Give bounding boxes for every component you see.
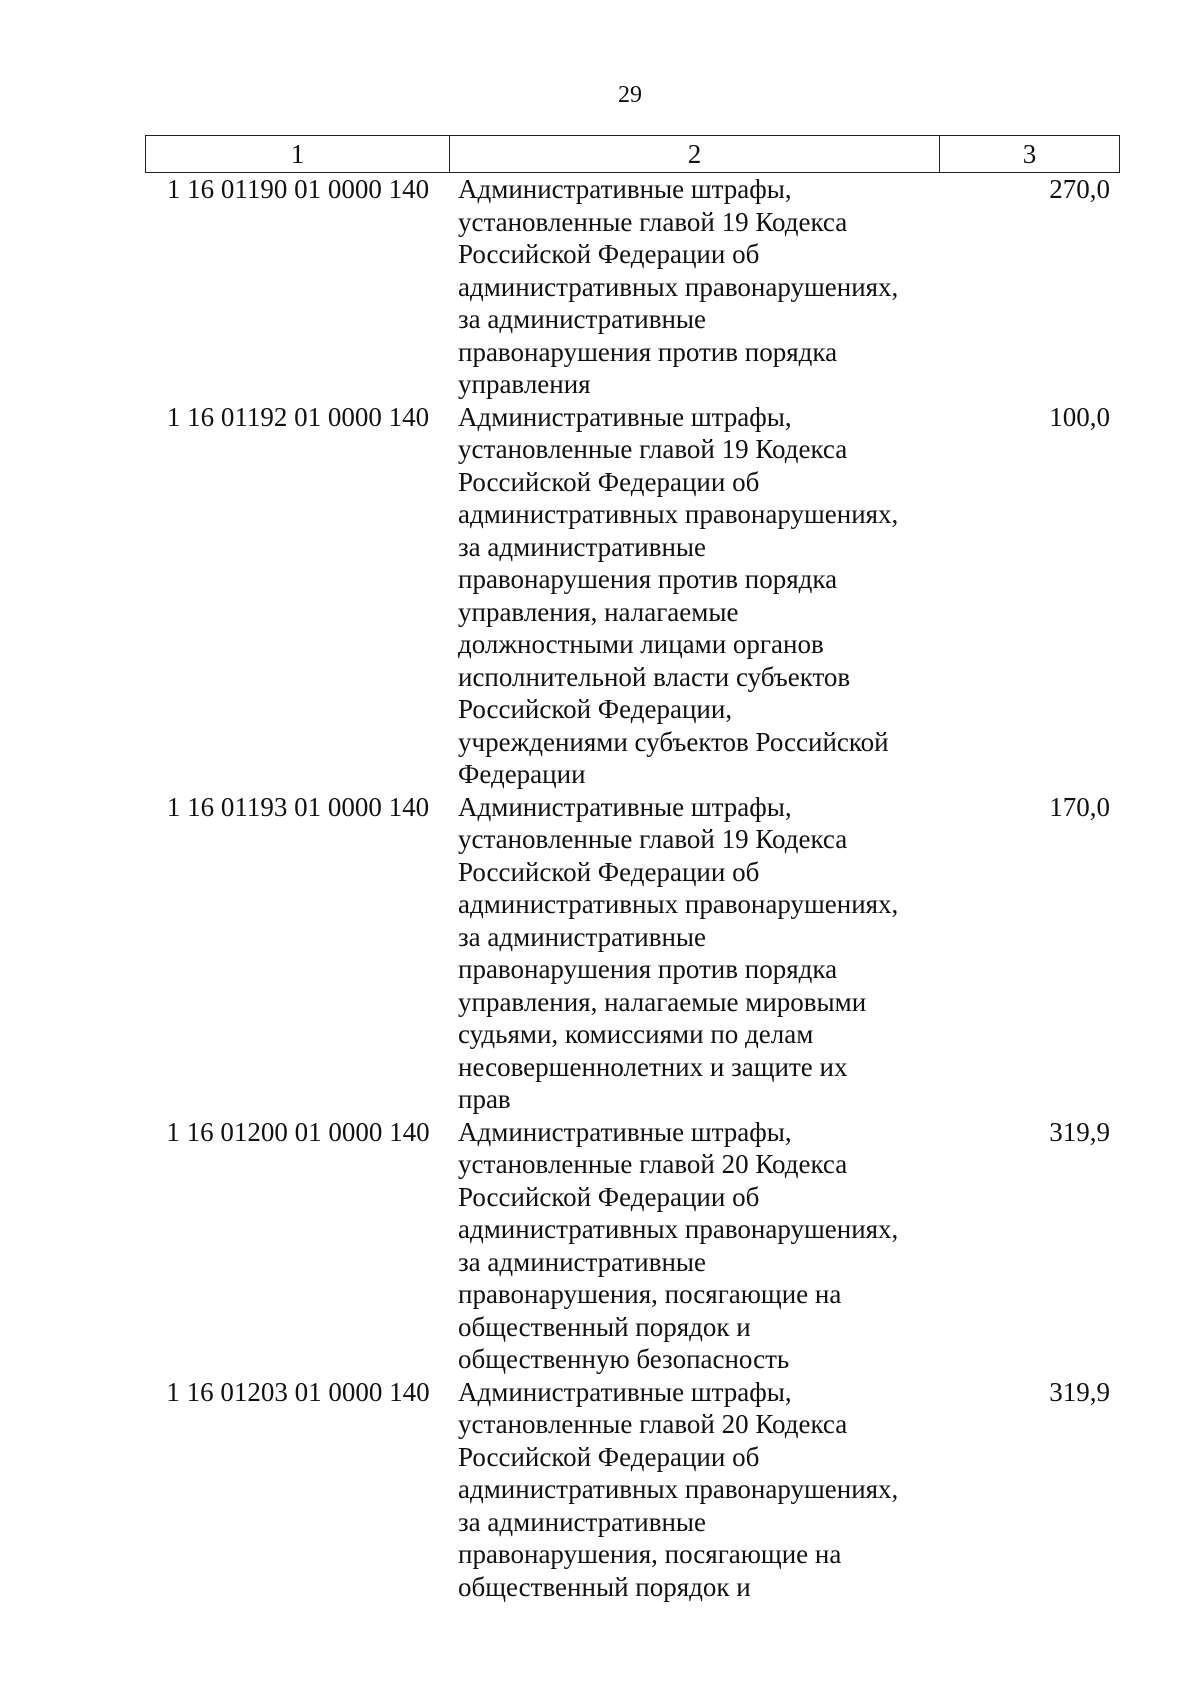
table-row — [145, 1376, 1120, 1604]
budget-code-cell: 1 16 01200 01 0000 140 — [166, 1116, 430, 1147]
revenue-name-line: правонарушения против порядка — [458, 954, 838, 984]
revenue-name-line: за административные — [458, 304, 707, 334]
revenue-name-line: административных правонарушениях, — [458, 271, 899, 302]
revenue-name-line: Административные штрафы, — [458, 1116, 792, 1147]
revenue-name-line: исполнительной власти субъектов — [458, 661, 851, 692]
revenue-name-line: установленные главой 19 Кодекса — [458, 206, 848, 237]
revenue-name-line: управления, налагаемые — [458, 596, 739, 627]
amount-cell: 319,9 — [1049, 1376, 1110, 1407]
revenue-name-line: правонарушения против порядка — [458, 336, 838, 367]
revenue-name-line: административных правонарушениях, — [458, 1474, 899, 1504]
revenue-table — [145, 135, 1120, 1603]
revenue-name-line: установленные главой 20 Кодекса — [458, 1149, 848, 1179]
revenue-name-line: административных правонарушениях, — [458, 889, 899, 919]
revenue-name-line: правонарушения, посягающие на — [458, 1539, 842, 1569]
revenue-name-line: установленные главой 19 Кодекса — [458, 824, 848, 854]
revenue-name-line: Административные штрафы, — [458, 174, 792, 204]
revenue-name-line: правонарушения против порядка — [458, 564, 838, 594]
revenue-name-line: судьями, комиссиями по делам — [458, 1019, 814, 1049]
revenue-name-line: административных правонарушениях, — [458, 1214, 899, 1244]
revenue-name-line: Федерации — [458, 759, 586, 789]
revenue-name-cell — [449, 401, 939, 791]
table-body — [145, 173, 1120, 1603]
revenue-name-line: Административные штрафы, — [458, 791, 792, 822]
header-col-3: 3 — [1022, 138, 1037, 169]
revenue-name-line: несовершеннолетних и защите их — [458, 1051, 848, 1082]
revenue-name-line: должностными лицами органов — [458, 629, 824, 659]
revenue-name-line: Российской Федерации об — [458, 1441, 760, 1472]
revenue-name-line: Административные штрафы, — [458, 401, 792, 432]
revenue-name-line: за административные — [458, 1246, 707, 1277]
revenue-name-line: правонарушения, посягающие на — [458, 1279, 842, 1309]
revenue-name-line: за административные — [458, 921, 707, 952]
revenue-name-line: за административные — [458, 531, 707, 562]
revenue-name-cell — [449, 1376, 939, 1604]
revenue-name-cell — [449, 791, 939, 1116]
table-row — [145, 401, 1120, 791]
revenue-name-line: Административные штрафы, — [458, 1376, 792, 1407]
budget-code-cell: 1 16 01192 01 0000 140 — [166, 401, 430, 432]
amount-cell: 170,0 — [1049, 791, 1110, 822]
revenue-name-line: управления, налагаемые мировыми — [458, 986, 867, 1017]
revenue-name-line: установленные главой 19 Кодекса — [458, 434, 848, 464]
revenue-name-line: установленные главой 20 Кодекса — [458, 1409, 848, 1439]
header-col-2: 2 — [450, 136, 940, 172]
table-row — [145, 1116, 1120, 1376]
budget-code-cell: 1 16 01203 01 0000 140 — [166, 1376, 430, 1407]
revenue-name-line: общественную безопасность — [458, 1344, 790, 1374]
revenue-name-cell — [449, 173, 939, 401]
revenue-name-line: общественный порядок и — [458, 1311, 751, 1342]
revenue-name-line: управления — [458, 369, 591, 399]
table-header-row — [145, 135, 1120, 173]
table-row — [145, 791, 1120, 1116]
revenue-name-line: Российской Федерации об — [458, 239, 760, 269]
page-number: 29 — [618, 82, 642, 108]
revenue-name-line: Российской Федерации об — [458, 466, 760, 497]
header-col-1: 1 — [146, 136, 450, 172]
revenue-name-line: учреждениями субъектов Российской — [458, 726, 889, 757]
amount-cell: 319,9 — [1049, 1116, 1110, 1147]
revenue-name-line: общественный порядок и — [458, 1571, 751, 1602]
amount-cell: 100,0 — [1049, 401, 1110, 432]
budget-code-cell: 1 16 01193 01 0000 140 — [166, 791, 430, 822]
revenue-name-line: Российской Федерации, — [458, 694, 733, 724]
amount-cell: 270,0 — [1049, 174, 1110, 204]
revenue-name-line: прав — [458, 1084, 511, 1114]
revenue-name-line: административных правонарушениях, — [458, 499, 899, 529]
revenue-name-line: Российской Федерации об — [458, 856, 760, 887]
budget-code-cell: 1 16 01190 01 0000 140 — [166, 174, 430, 204]
revenue-name-line: Российской Федерации об — [458, 1181, 760, 1212]
revenue-name-line: за административные — [458, 1506, 707, 1537]
table-row — [145, 173, 1120, 401]
revenue-name-cell — [449, 1116, 939, 1376]
